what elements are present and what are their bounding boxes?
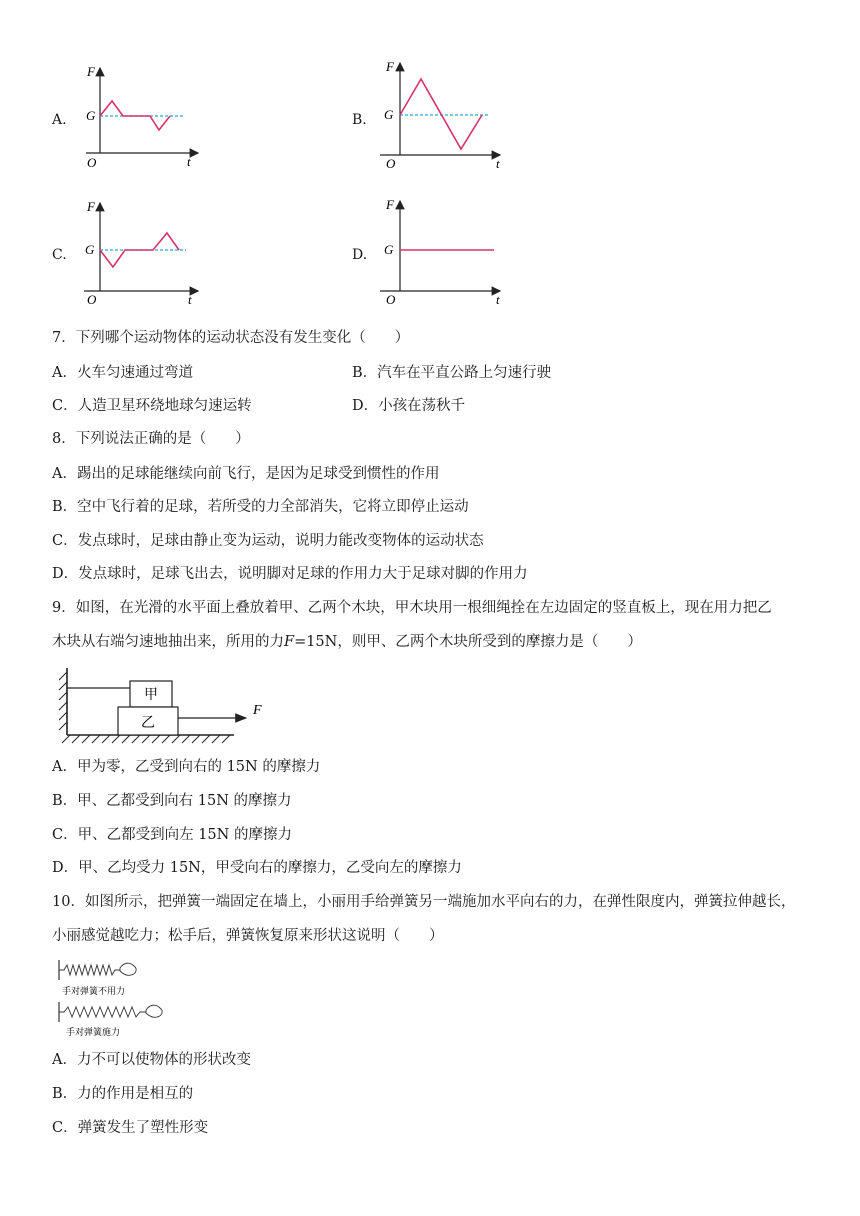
spring-stretched — [59, 1007, 146, 1017]
question-7-option-c[interactable]: C．人造卫星环绕地球匀速运转 — [52, 398, 252, 414]
hand-icon — [146, 1005, 162, 1017]
ground-hatching — [62, 735, 230, 743]
question-10-option-c[interactable]: C．弹簧发生了塑性形变 — [52, 1120, 209, 1136]
question-8-stem: 8．下列说法正确的是（ ） — [52, 431, 250, 447]
caption-no-force: 手对弹簧不用力 — [62, 986, 126, 996]
t-label: t — [496, 156, 500, 171]
option-a-letter[interactable]: A. — [52, 112, 67, 128]
question-9-option-b[interactable]: B．甲、乙都受到向右 15N 的摩擦力 — [52, 793, 292, 809]
graph-option-d[interactable] — [378, 193, 506, 308]
option-c-letter[interactable]: C. — [52, 247, 67, 263]
hand-icon — [120, 963, 136, 975]
caption-with-force: 手对弹簧施力 — [66, 1027, 121, 1036]
force-curve — [400, 79, 482, 149]
t-label: t — [496, 292, 500, 307]
question-10-stem-line1: 10．如图所示，把弹簧一端固定在墙上，小丽用手给弹簧另一端施加水平向右的力，在弹性限度内，弹簧拉伸越长， — [52, 894, 796, 910]
f-label: F — [87, 64, 95, 79]
spring-relaxed — [59, 965, 120, 975]
f-label: F — [386, 197, 394, 212]
question-10-stem-line2: 小丽感觉越吃力；松手后，弹簧恢复原来形状这说明（ ） — [52, 928, 444, 944]
force-symbol: F — [284, 634, 295, 650]
friction-blocks-figure — [56, 668, 278, 746]
o-label: O — [386, 292, 396, 307]
g-label: G — [384, 242, 394, 257]
question-7-option-b[interactable]: B．汽车在平直公路上匀速行驶 — [352, 365, 552, 381]
f-label: F — [87, 199, 95, 214]
o-label: O — [87, 292, 97, 307]
graph-option-a[interactable] — [80, 60, 205, 170]
question-9-option-a[interactable]: A．甲为零，乙受到向右的 15N 的摩擦力 — [52, 759, 321, 775]
question-8-option-a[interactable]: A．踢出的足球能继续向前飞行，是因为足球受到惯性的作用 — [52, 466, 440, 482]
question-10-option-a[interactable]: A．力不可以使物体的形状改变 — [52, 1052, 251, 1068]
t-label: t — [188, 292, 192, 307]
option-d-letter[interactable]: D. — [352, 247, 368, 263]
graph-option-b[interactable] — [378, 55, 506, 173]
question-9-stem-line2 — [52, 632, 642, 652]
o-label: O — [386, 156, 396, 171]
spring-figure — [56, 958, 171, 1036]
block-jia-label: 甲 — [144, 688, 158, 703]
question-7-option-d[interactable]: D．小孩在荡秋千 — [352, 398, 466, 414]
o-label: O — [87, 155, 97, 170]
question-8-option-b[interactable]: B．空中飞行着的足球，若所受的力全部消失，它将立即停止运动 — [52, 499, 469, 515]
question-7-stem: 7．下列哪个运动物体的运动状态没有发生变化（ ） — [52, 330, 410, 346]
stem-text-b: =15N，则甲、乙两个木块所受到的摩擦力是（ ） — [294, 634, 642, 650]
question-10-option-b[interactable]: B．力的作用是相互的 — [52, 1086, 194, 1102]
question-7-option-a[interactable]: A．火车匀速通过弯道 — [52, 365, 193, 381]
g-label: G — [384, 107, 394, 122]
f-label: F — [386, 59, 394, 74]
graph-option-c[interactable] — [80, 195, 205, 307]
option-b-letter[interactable]: B. — [352, 112, 367, 128]
t-label: t — [187, 154, 191, 169]
block-yi-label: 乙 — [141, 716, 155, 731]
g-label: G — [86, 108, 96, 123]
force-label: F — [253, 703, 262, 718]
question-9-option-d[interactable]: D．甲、乙均受力 15N，甲受向右的摩擦力，乙受向左的摩擦力 — [52, 860, 462, 876]
question-8-option-c[interactable]: C．发点球时，足球由静止变为运动，说明力能改变物体的运动状态 — [52, 533, 484, 549]
question-8-option-d[interactable]: D．发点球时，足球飞出去，说明脚对足球的作用力大于足球对脚的作用力 — [52, 566, 528, 582]
question-9-option-c[interactable]: C．甲、乙都受到向左 15N 的摩擦力 — [52, 827, 292, 843]
g-label: G — [85, 242, 95, 257]
stem-text-a: 木块从右端匀速地抽出来，所用的力 — [52, 634, 284, 650]
wall-hatching — [59, 672, 67, 730]
question-9-stem-line1: 9．如图，在光滑的水平面上叠放着甲、乙两个木块，甲木块用一根细绳拴在左边固定的竖直板上，现在用力把乙 — [52, 600, 772, 616]
